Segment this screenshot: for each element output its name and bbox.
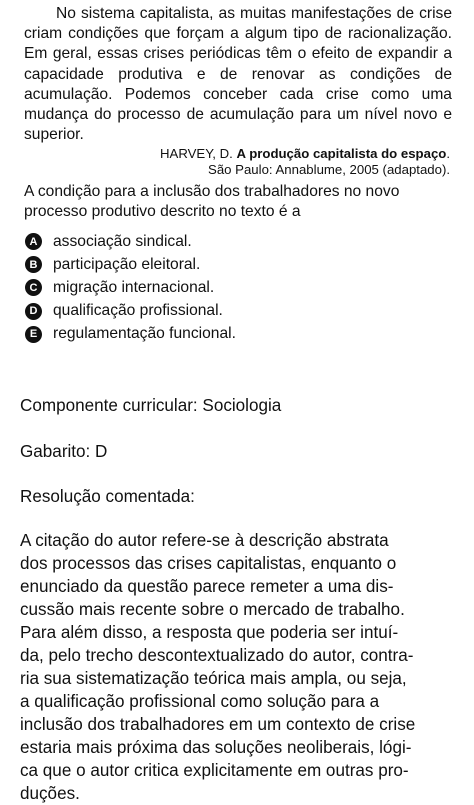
- option-b-text: participação eleitoral.: [53, 255, 201, 273]
- option-e-letter-badge: E: [25, 326, 42, 343]
- resolution-line: cussão mais recente sobre o mercado de trabalho.: [20, 600, 405, 619]
- answer-options: [25, 230, 455, 346]
- source-citation: [30, 146, 450, 177]
- option-c-letter-badge: C: [25, 279, 42, 296]
- resolution-line: A citação do autor refere-se à descrição abstrata: [20, 531, 389, 550]
- option-c-text: migração internacional.: [53, 278, 215, 296]
- option-a-letter-badge: A: [25, 233, 42, 250]
- option-d: [25, 300, 455, 323]
- resolution-text: [20, 529, 456, 805]
- answer-section: [20, 394, 456, 805]
- citation-work-title: A produção capitalista do espaço: [236, 146, 447, 161]
- resolution-line: ria sua sistematização teórica mais ampla, ou seja,: [20, 669, 407, 688]
- option-c: [25, 276, 455, 299]
- option-e-text: regulamentação funcional.: [53, 325, 236, 343]
- resolution-line: estaria mais próxima das soluções neoliberais, lógi-: [20, 738, 412, 757]
- answer-key: Gabarito: D: [20, 442, 108, 461]
- option-d-letter-badge: D: [25, 303, 42, 320]
- question-passage: No sistema capitalista, as muitas manifestações de crise criam condições que forçam a algum tipo de racionalização. Em geral, essas crises periódicas têm o efeito de expandir a capacidade produtiva e de renovar as condições de acumulação. Podemos conceber cada crise como uma mudança do processo de acumulação para um nível novo e superior.: [24, 5, 452, 144]
- option-a: [25, 230, 455, 253]
- citation-title-end: .: [446, 146, 450, 161]
- resolution-line: enunciado da questão parece remeter a uma dis-: [20, 577, 394, 596]
- resolution-heading: Resolução comentada:: [20, 487, 195, 506]
- option-b: [25, 253, 455, 276]
- option-b-letter-badge: B: [25, 256, 42, 273]
- resolution-line: da, pelo trecho descontextualizado do autor, contra-: [20, 646, 414, 665]
- citation-publisher: São Paulo: Annablume, 2005 (adaptado).: [208, 161, 450, 177]
- resolution-line: Para além disso, a resposta que poderia ser intuí-: [20, 623, 399, 642]
- resolution-line: dos processos das crises capitalistas, enquanto o: [20, 554, 397, 573]
- resolution-line: a qualificação profissional como solução para a: [20, 692, 380, 711]
- citation-author: HARVEY, D.: [160, 146, 233, 161]
- resolution-line: ca que o autor critica explicitamente em outras pro-: [20, 761, 409, 780]
- option-e: [25, 323, 455, 346]
- resolution-line: inclusão dos trabalhadores em um contexto de crise: [20, 715, 416, 734]
- citation-title-line: [30, 146, 450, 162]
- curricular-component: Componente curricular: Sociologia: [20, 396, 282, 415]
- resolution-line: duções.: [20, 784, 80, 803]
- question-stem: A condição para a inclusão dos trabalhadores no novo processo produtivo descrito no texto é a: [24, 183, 400, 220]
- option-a-text: associação sindical.: [53, 232, 192, 250]
- option-d-text: qualificação profissional.: [53, 302, 223, 320]
